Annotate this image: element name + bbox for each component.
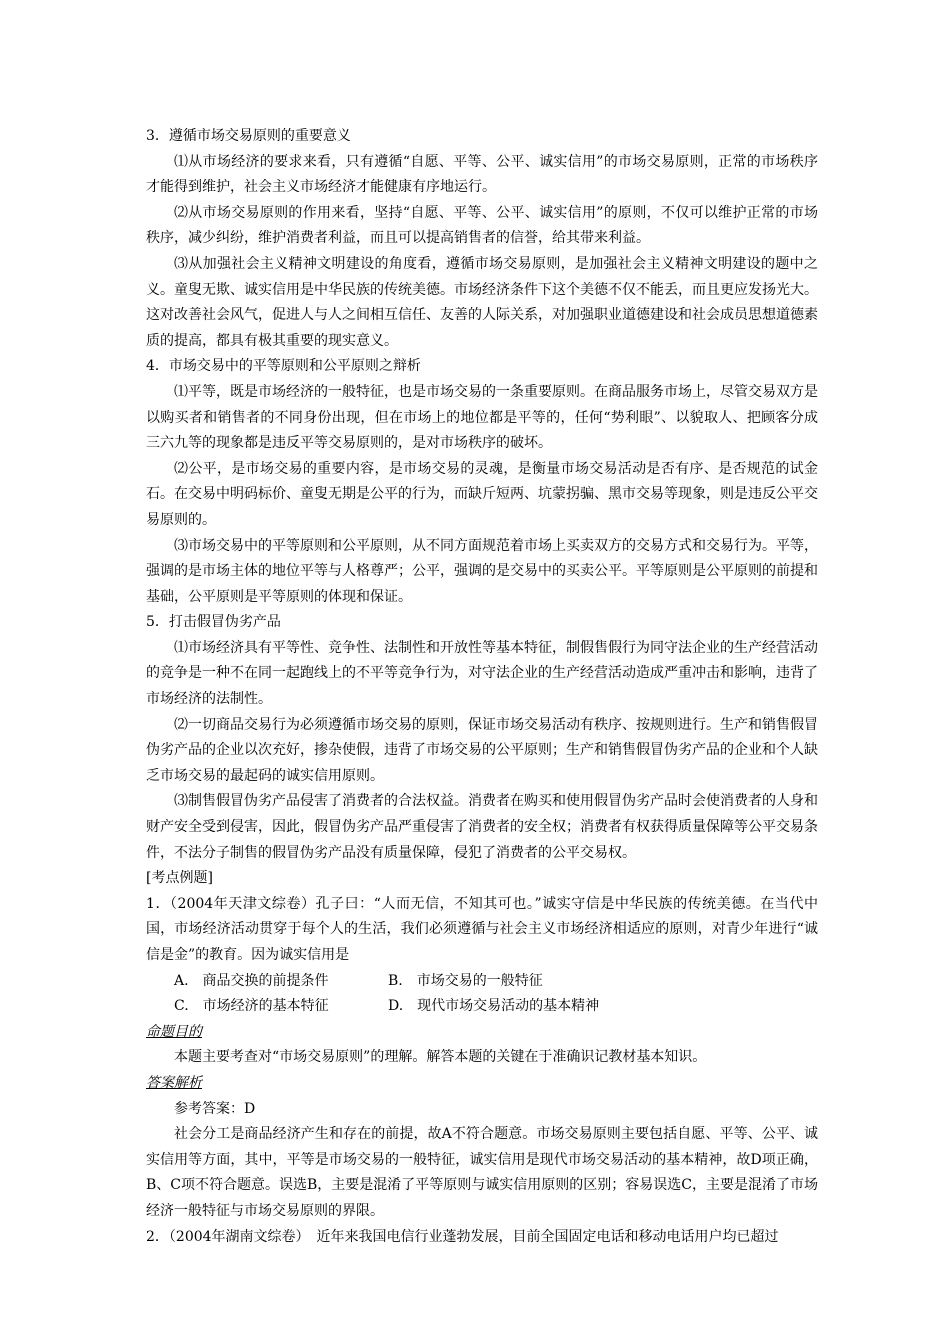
section-4-point-2: ⑵公平，是市场交易的重要内容，是市场交易的灵魂，是衡量市场交易活动是否有序、是否规范的试金石。在交易中明码标价、童叟无期是公平的行为，而缺斤短两、坑蒙拐骗、黑市交易等现象，则是违反公平交易原则的。: [146, 460, 818, 528]
option-a: A. 商品交换的前提条件: [174, 972, 329, 989]
section-4-point-1: ⑴平等，既是市场经济的一般特征，也是市场交易的一条重要原则。在商品服务市场上，尽管交易双方是以购买者和销售者的不同身份出现，但在市场上的地位都是平等的，任何“势利眼”、以貌取人、把顾客分成三六九等的现象都是违反平等交易原则的，是对市场秩序的破坏。: [146, 383, 818, 452]
section-5-point-1: ⑴市场经济具有平等性、竞争性、法制性和开放性等基本特征，制假售假行为同守法企业的生产经营活动的竞争是一种不在同一起跑线上的不平等竞争行为，对守法企业的生产经营活动造成严重冲击和影响，违背了市场经济的法制性。: [146, 639, 818, 708]
question-1-options-row-1: [146, 969, 818, 995]
question-1-stem: 1．（2004年天津文综卷）孔子曰：“人而无信，不知其可也。”诚实守信是中华民族的传统美德。在当代中国，市场经济活动贯穿于每个人的生活，我们必须遵循与社会主义市场经济相适应的原则，对青少年进行“诚信是金”的教育。因为诚实信用是: [146, 895, 818, 963]
option-d: D. 现代市场交易活动的基本精神: [388, 998, 600, 1015]
option-c: C. 市场经济的基本特征: [174, 998, 329, 1015]
examples-heading: [考点例题]: [146, 870, 213, 887]
section-3-heading: 3．遵循市场交易原则的重要意义: [146, 128, 351, 144]
purpose-label: 命题目的: [146, 1023, 202, 1040]
question-2-stem: 2．（2004年湖南文综卷） 近年来我国电信行业蓬勃发展，目前全国固定电话和移动电话用户均已超过: [146, 1228, 779, 1245]
section-3-point-1: ⑴从市场经济的要求来看，只有遵循“自愿、平等、公平、诚实信用”的市场交易原则，正常的市场秩序才能得到维护，社会主义市场经济才能健康有序地运行。: [146, 153, 818, 196]
question-1-options-row-2: [146, 994, 818, 1020]
document-page: [146, 124, 818, 1250]
option-b: B. 市场交易的一般特征: [388, 972, 543, 989]
section-5-point-3: ⑶制售假冒伪劣产品侵害了消费者的合法权益。消费者在购买和使用假冒伪劣产品时会使消费者的人身和财产安全受到侵害，因此，假冒伪劣产品严重侵害了消费者的安全权；消费者有权获得质量保障等公平交易条件，不法分子制售的假冒伪劣产品没有质量保障，侵犯了消费者的公平交易权。: [146, 793, 818, 861]
purpose-text: 本题主要考查对“市场交易原则”的理解。解答本题的关键在于准确识记教材基本知识。: [174, 1049, 707, 1066]
section-4-point-3: ⑶市场交易中的平等原则和公平原则，从不同方面规范着市场上买卖双方的交易方式和交易行为。平等，强调的是市场主体的地位平等与人格尊严；公平，强调的是交易中的买卖公平。平等原则是公平原则的前提和基础，公平原则是平等原则的体现和保证。: [146, 537, 818, 605]
section-5-heading: 5．打击假冒伪劣产品: [146, 614, 281, 631]
section-4-heading: 4．市场交易中的平等原则和公平原则之辩析: [146, 358, 421, 375]
analysis-label: 答案解析: [146, 1074, 202, 1091]
section-5-point-2: ⑵一切商品交易行为必须遵循市场交易的原则，保证市场交易活动有秩序、按规则进行。生产和销售假冒伪劣产品的企业以次充好，掺杂使假，违背了市场交易的公平原则；生产和销售假冒伪劣产品的企业和个人缺乏市场交易的最起码的诚实信用原则。: [146, 716, 818, 784]
reference-answer: 参考答案：D: [174, 1100, 256, 1117]
analysis-text: 社会分工是商品经济产生和存在的前提，故A不符合题意。市场交易原则主要包括自愿、平等、公平、诚实信用等方面，其中，平等是市场交易的一般特征，诚实信用是现代市场交易活动的基本精神，故D项正确，B、C项不符合题意。误选B，主要是混淆了平等原则与诚实信用原则的区别；容易误选C，主要是混淆了市场经济一般特征与市场交易原则的界限。: [146, 1126, 818, 1219]
section-3-point-2: ⑵从市场交易原则的作用来看，坚持“自愿、平等、公平、诚实信用”的原则，不仅可以维护正常的市场秩序，减少纠纷，维护消费者利益，而且可以提高销售者的信誉，给其带来利益。: [146, 204, 818, 247]
section-3-point-3: ⑶从加强社会主义精神文明建设的角度看，遵循市场交易原则，是加强社会主义精神文明建设的题中之义。童叟无欺、诚实信用是中华民族的传统美德。市场经济条件下这个美德不仅不能丢，而且更应发扬光大。这对改善社会风气，促进人与人之间相互信任、友善的人际关系，对加强职业道德建设和社会成员思想道德素质的提高，都具有极其重要的现实意义。: [146, 255, 818, 349]
